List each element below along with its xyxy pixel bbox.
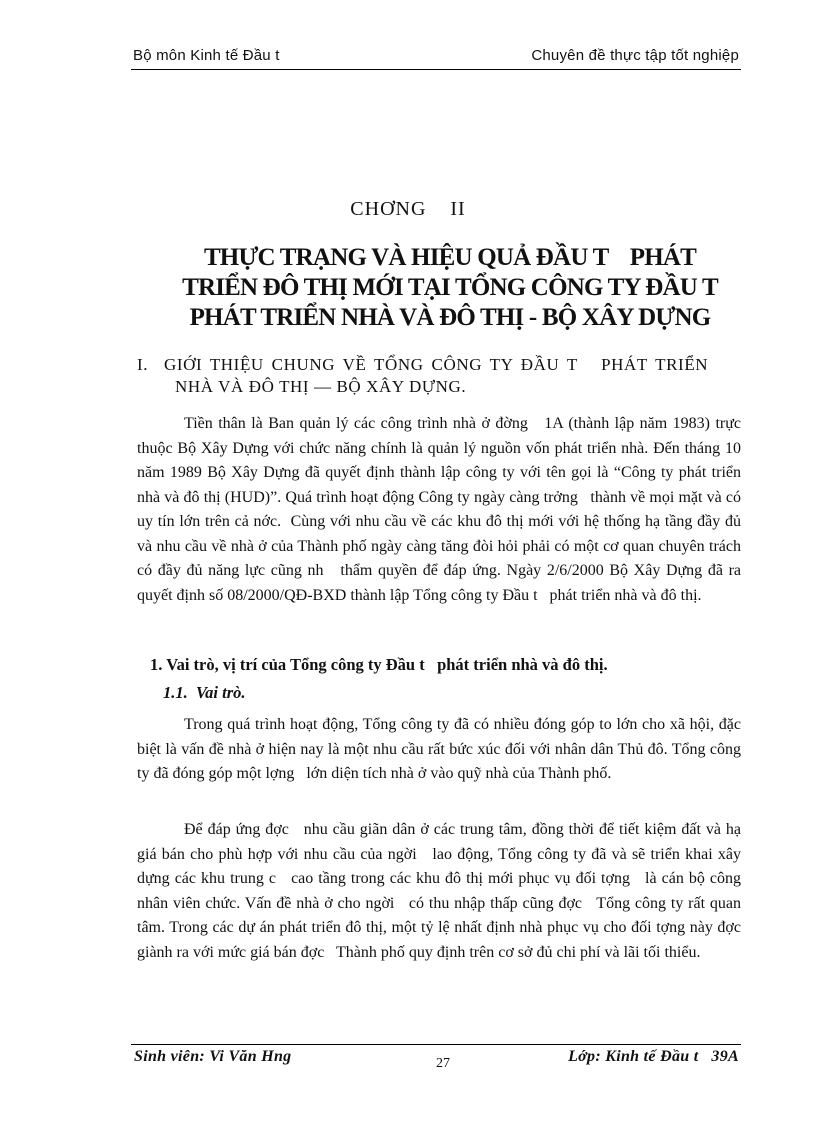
chapter-title-line: TRIỂN ĐÔ THỊ MỚI TẠI TỔNG CÔNG TY ĐẦU T	[182, 274, 718, 301]
page-header	[131, 44, 741, 68]
subsection-heading: 1. Vai trò, vị trí của Tổng công ty Đầu t phát triển nhà và đô thị.	[150, 655, 608, 674]
page-footer	[131, 1040, 741, 1080]
footer-rule	[131, 1044, 741, 1045]
chapter-title	[150, 243, 750, 333]
chapter-title-line: THỰC TRẠNG VÀ HIỆU QUẢ ĐẦU T PHÁT	[203, 244, 697, 271]
footer-class: Lớp: Kinh tế Đầu t 39A	[568, 1048, 739, 1065]
section-title-line: NHÀ VÀ ĐÔ THỊ — BỘ XÂY DỰNG.	[175, 377, 467, 396]
section-title-line: GIỚI THIỆU CHUNG VỀ TỔNG CÔNG TY ĐẦU T PHÁT TRIỂN	[164, 355, 709, 374]
chapter-title-line: PHÁT TRIỂN NHÀ VÀ ĐÔ THỊ - BỘ XÂY DỰNG	[189, 304, 711, 331]
body-paragraph: Tiền thân là Ban quản lý các công trình nhà ở đờng 1A (thành lập năm 1983) trực thuộc Bộ Xây Dựng với chức năng chính là quản lý nguồn vốn phát triển nhà. Đến tháng 10 năm 1989 Bộ Xây Dựng đã quyết định thành lập công ty với tên gọi là “Công ty phát triển nhà và đô thị (HUD)”. Quá trình hoạt động Công ty ngày càng trởng thành về mọi mặt và có uy tín lớn trên cả nớc. Cùng với nhu cầu về các khu đô thị mới với hệ thống hạ tầng đầy đủ và nhu cầu về nhà ở của Thành phố ngày càng tăng đòi hỏi phải có một cơ quan chuyên trách có đầy đủ năng lực cũng nh thẩm quyền để đáp ứng. Ngày 2/6/2000 Bộ Xây Dựng đã ra quyết định số 08/2000/QĐ-BXD thành lập Tổng công ty Đầu t phát triển nhà và đô thị.	[137, 415, 745, 604]
section-number: I.	[137, 355, 149, 374]
body-paragraph: Để đáp ứng đợc nhu cầu giãn dân ở các trung tâm, đồng thời để tiết kiệm đất và hạ giá bán cho phù hợp với nhu cầu của ngời lao động, Tổng công ty đã và sẽ triển khai xây dựng các khu trung c cao tầng trong các khu đô thị mới phục vụ đối tợng là cán bộ công nhân viên chức. Vấn đề nhà ở cho ngời có thu nhập thấp cũng đợc Tổng công ty rất quan tâm. Trong các dự án phát triển đô thị, một tỷ lệ nhất định nhà phục vụ cho đối tợng này đợc giành ra với mức giá bán đợc Thành phố quy định trên cơ sở đủ chi phí và lãi tối thiểu.	[137, 821, 753, 961]
header-report-type: Chuyên đề thực tập tốt nghiệp	[531, 47, 739, 64]
header-department: Bộ môn Kinh tế Đầu t	[133, 47, 280, 64]
page-number: 27	[436, 1056, 450, 1071]
subsubsection-heading: 1.1. Vai trò.	[163, 683, 246, 702]
chapter-label: CHƠNG II	[350, 198, 466, 220]
footer-student-name: Sinh viên: Vi Văn Hng	[134, 1048, 292, 1065]
body-paragraph: Trong quá trình hoạt động, Tổng công ty đã có nhiều đóng góp to lớn cho xã hội, đặc biệt là vấn đề nhà ở hiện nay là một nhu cầu rất bức xúc đối với nhân dân Thủ đô. Tổng công ty đã đóng góp một lợng lớn diện tích nhà ở vào quỹ nhà của Thành phố.	[137, 716, 745, 782]
header-rule	[131, 69, 741, 70]
